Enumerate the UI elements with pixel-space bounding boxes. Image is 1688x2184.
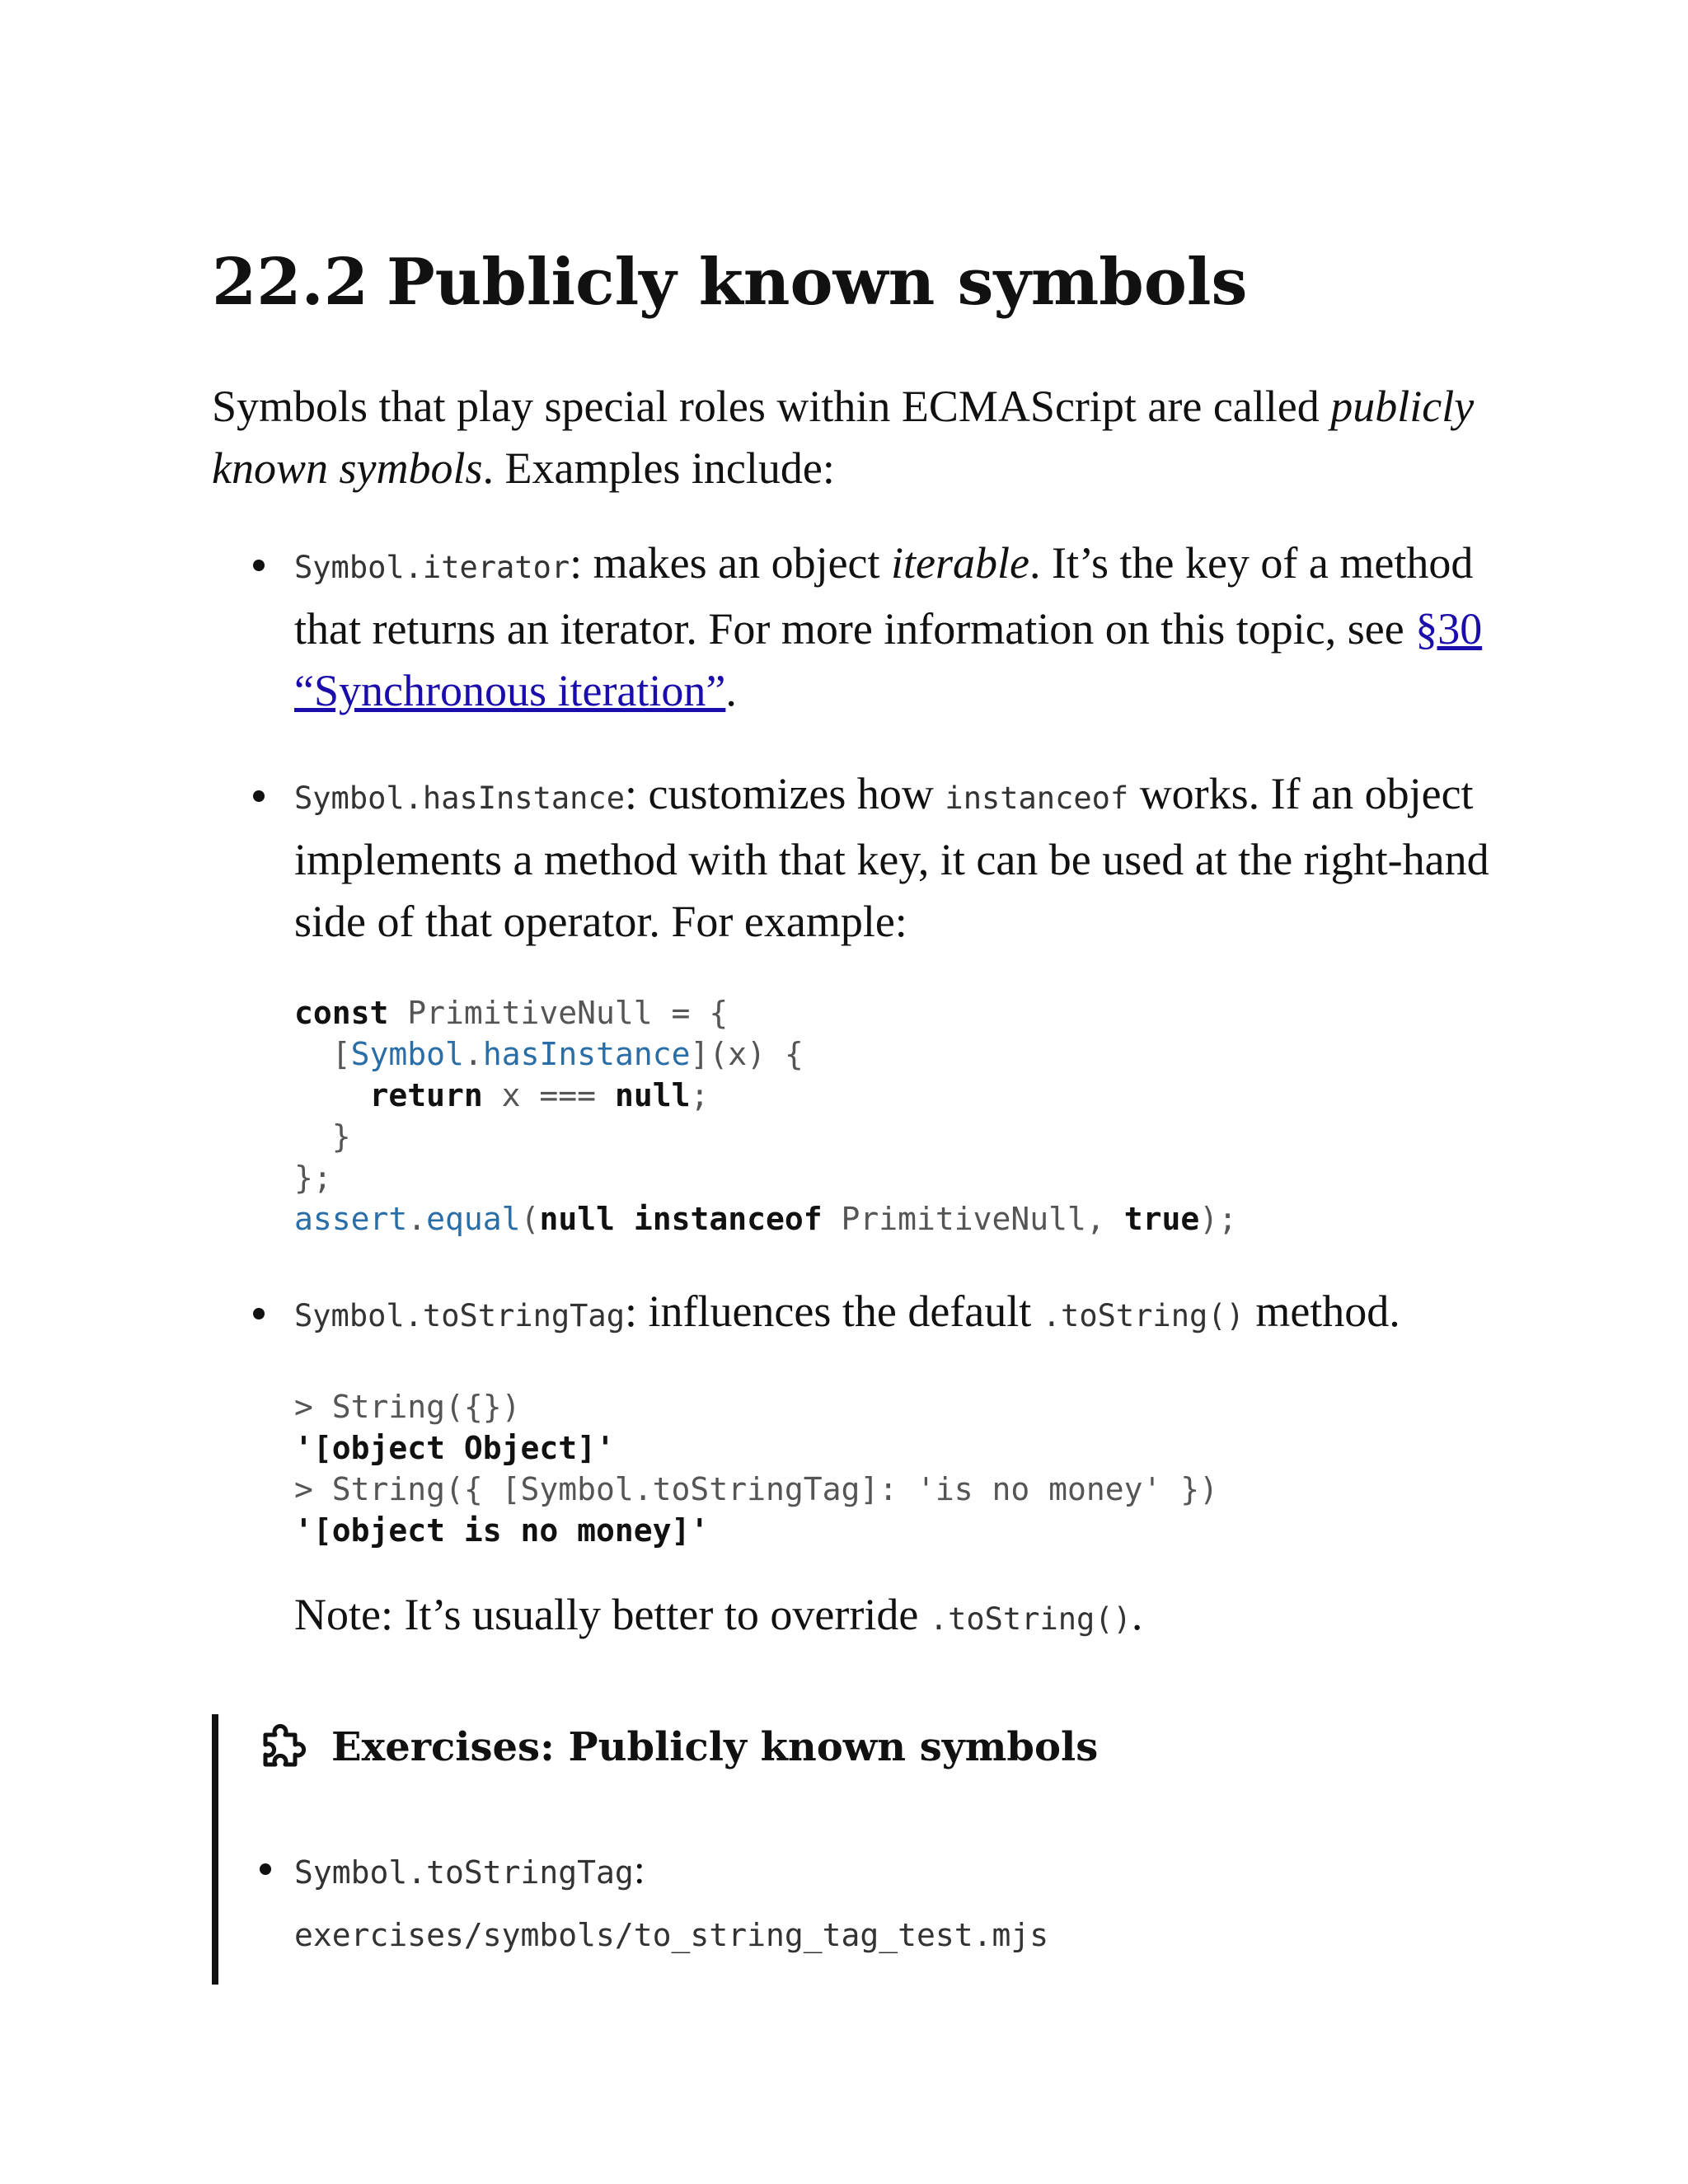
- list-item-hasinstance: [212, 763, 1498, 1240]
- exercise-title-text: Exercises: Publicly known symbols: [331, 1724, 1099, 1770]
- code-instanceof: instanceof: [945, 780, 1129, 816]
- exercise-item-code: Symbol.toStringTag: [294, 1854, 634, 1891]
- list-item-tostringtag: [212, 1281, 1498, 1650]
- code-tostring: .toString(): [1042, 1297, 1245, 1333]
- code-block-tostringtag: > String({}) '[object Object]' > String({ [Symbol.toStringTag]: 'is no money' }) '[object is no money]': [294, 1388, 1219, 1549]
- code-symbol-hasinstance: Symbol.hasInstance: [294, 780, 625, 816]
- intro-emphasis: publicly known symbols: [212, 381, 1475, 493]
- section-title: Publicly known symbols: [386, 245, 1248, 320]
- intro-text-1: Symbols that play special roles within ECMAScript are called: [212, 381, 1331, 431]
- bullet-icon: [253, 1308, 265, 1319]
- intro-text-2: . Examples include:: [482, 443, 835, 493]
- text: .: [725, 665, 737, 715]
- text: : makes an object: [570, 537, 892, 588]
- bullet-icon: [253, 790, 265, 802]
- code-tostring-note: .toString(): [929, 1601, 1132, 1637]
- intro-paragraph: [212, 376, 1498, 499]
- section-heading: [212, 247, 1498, 318]
- exercise-box: [212, 1714, 1498, 1985]
- code-block-hasinstance: const PrimitiveNull = { [Symbol.hasInstance](x) { return x === null; } }; assert.equal(null instanceof PrimitiveNull, true);: [294, 994, 1237, 1237]
- page: [212, 247, 1498, 1691]
- text: : influences the default: [624, 1286, 1043, 1336]
- list-item-iterator: [212, 532, 1498, 722]
- exercise-item: [294, 1838, 1048, 1966]
- code-symbol-iterator: Symbol.iterator: [294, 549, 570, 585]
- note-end: .: [1131, 1589, 1143, 1639]
- link-text: “Synchronous iteration”: [294, 665, 726, 715]
- section-number: 22.2: [212, 245, 368, 320]
- bullet-icon: [260, 1863, 271, 1875]
- note-text: Note: It’s usually better to override: [294, 1589, 930, 1639]
- puzzle-icon: [259, 1717, 313, 1771]
- note: [294, 1584, 1498, 1650]
- bullet-icon: [253, 560, 265, 571]
- code-symbol-tostringtag: Symbol.toStringTag: [294, 1297, 625, 1333]
- text: method.: [1244, 1286, 1400, 1336]
- text: works. If an object implements a method with that key, it can be used at the right-hand side of that operator. For example:: [294, 768, 1489, 946]
- exercise-bar: [212, 1714, 218, 1985]
- text: : customizes how: [624, 768, 945, 818]
- emphasis: iterable: [891, 537, 1029, 588]
- exercise-file-path: exercises/symbols/to_string_tag_test.mjs: [294, 1917, 1049, 1953]
- link-section-number: §30: [1415, 603, 1483, 654]
- exercise-title: [259, 1718, 1098, 1778]
- exercise-item-colon: :: [633, 1846, 645, 1892]
- text: . It’s the key of a method that returns an iterator. For more information on this topic, see: [294, 537, 1474, 654]
- symbols-list: [212, 532, 1498, 1650]
